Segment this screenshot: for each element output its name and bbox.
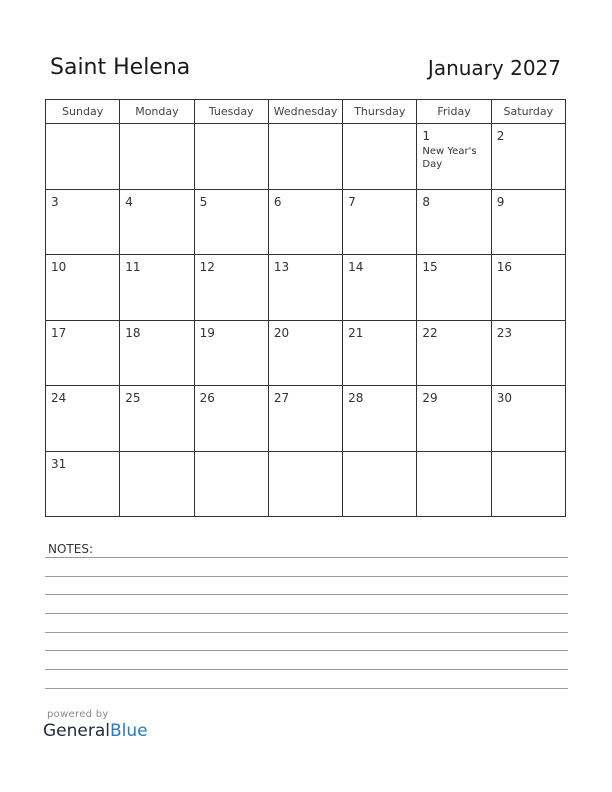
day-cell <box>46 451 120 517</box>
day-number <box>195 124 268 130</box>
day-number: 15 <box>422 260 438 274</box>
day-number: 22 <box>422 325 438 340</box>
day-number: 29 <box>422 391 438 405</box>
day-cell <box>268 189 342 255</box>
day-number: 9 <box>496 194 505 209</box>
day-number: 26 <box>199 391 215 405</box>
day-number: 17 <box>51 325 67 340</box>
day-cell <box>46 255 120 321</box>
day-cell <box>120 451 194 517</box>
day-cell <box>491 189 565 255</box>
day-number: 30 <box>496 391 512 405</box>
day-cell <box>343 386 417 452</box>
day-number: 19 <box>199 325 215 340</box>
notes-line <box>45 650 568 651</box>
day-cell <box>194 255 268 321</box>
day-cell <box>491 255 565 321</box>
day-cell <box>417 386 491 452</box>
day-cell <box>120 386 194 452</box>
brand-blue-text: Blue <box>110 721 148 741</box>
day-cell <box>194 320 268 386</box>
calendar-month-title: January 2027 <box>427 56 561 80</box>
day-cell <box>343 189 417 255</box>
day-number: 11 <box>125 260 141 274</box>
day-number: 5 <box>199 194 208 209</box>
day-number: 16 <box>496 260 512 274</box>
day-cell <box>343 320 417 386</box>
day-number: 10 <box>51 260 67 274</box>
day-number <box>269 452 342 458</box>
day-number: 23 <box>496 325 512 340</box>
weekday-header-row <box>46 100 566 124</box>
day-number <box>269 124 342 130</box>
day-number <box>343 452 416 458</box>
day-cell <box>343 255 417 321</box>
week-row <box>46 255 566 321</box>
day-number <box>46 124 119 130</box>
weekday-header-sunday: Sunday <box>46 100 120 124</box>
day-number: 18 <box>125 325 141 340</box>
notes-label: NOTES: <box>48 542 93 556</box>
day-cell <box>46 189 120 255</box>
day-cell <box>268 255 342 321</box>
notes-line <box>45 632 568 633</box>
day-number <box>120 452 193 458</box>
day-number: 1 <box>422 129 431 143</box>
day-cell <box>194 386 268 452</box>
day-number: 24 <box>51 391 67 405</box>
day-number <box>417 452 490 458</box>
day-cell <box>46 320 120 386</box>
day-number <box>120 124 193 130</box>
day-cell <box>417 451 491 517</box>
calendar-country-title: Saint Helena <box>50 55 191 80</box>
powered-by-text: powered by <box>47 709 109 720</box>
weekday-header-saturday: Saturday <box>491 100 565 124</box>
day-cell <box>194 451 268 517</box>
day-number: 31 <box>51 456 67 471</box>
day-cell <box>417 189 491 255</box>
day-number: 8 <box>422 194 431 209</box>
day-number: 13 <box>273 260 290 274</box>
day-number: 3 <box>51 194 59 209</box>
day-number <box>343 124 416 130</box>
notes-line <box>45 669 568 670</box>
day-cell <box>268 124 342 190</box>
day-cell <box>120 320 194 386</box>
day-cell <box>343 124 417 190</box>
weekday-header-tuesday: Tuesday <box>194 100 268 124</box>
day-cell <box>491 320 565 386</box>
week-row <box>46 386 566 452</box>
day-cell <box>120 255 194 321</box>
week-row <box>46 320 566 386</box>
day-cell <box>343 451 417 517</box>
day-cell <box>120 189 194 255</box>
brand-general-text: General <box>43 721 110 741</box>
week-row <box>46 124 566 190</box>
day-cell <box>268 320 342 386</box>
weekday-header-wednesday: Wednesday <box>268 100 342 124</box>
day-number: 6 <box>273 194 282 209</box>
day-number <box>492 452 565 458</box>
week-row <box>46 451 566 517</box>
notes-line <box>45 557 568 558</box>
day-number: 4 <box>125 194 133 209</box>
day-cell <box>268 386 342 452</box>
week-row <box>46 189 566 255</box>
day-number: 7 <box>348 194 356 209</box>
day-number: 2 <box>496 129 505 143</box>
day-number: 12 <box>199 260 215 274</box>
generalblue-logo <box>43 721 148 741</box>
weekday-header-friday: Friday <box>417 100 491 124</box>
notes-line <box>45 576 568 577</box>
notes-line <box>45 594 568 595</box>
day-number <box>195 452 268 458</box>
day-number: 14 <box>348 260 364 274</box>
day-cell <box>120 124 194 190</box>
day-cell <box>491 451 565 517</box>
day-cell <box>268 451 342 517</box>
day-cell <box>194 124 268 190</box>
weekday-header-monday: Monday <box>120 100 194 124</box>
day-number: 25 <box>125 391 141 405</box>
day-cell <box>491 386 565 452</box>
day-cell <box>491 124 565 190</box>
notes-line <box>45 613 568 614</box>
day-number: 28 <box>348 391 364 405</box>
day-number: 27 <box>273 391 290 405</box>
holiday-label: New Year's Day <box>422 146 477 170</box>
day-cell <box>417 320 491 386</box>
calendar-grid <box>45 99 566 517</box>
day-cell <box>194 189 268 255</box>
day-cell <box>46 386 120 452</box>
day-cell <box>417 255 491 321</box>
day-number: 20 <box>273 325 290 340</box>
notes-line <box>45 688 568 689</box>
day-cell <box>46 124 120 190</box>
day-cell <box>417 124 491 190</box>
day-number: 21 <box>348 325 364 340</box>
weekday-header-thursday: Thursday <box>343 100 417 124</box>
